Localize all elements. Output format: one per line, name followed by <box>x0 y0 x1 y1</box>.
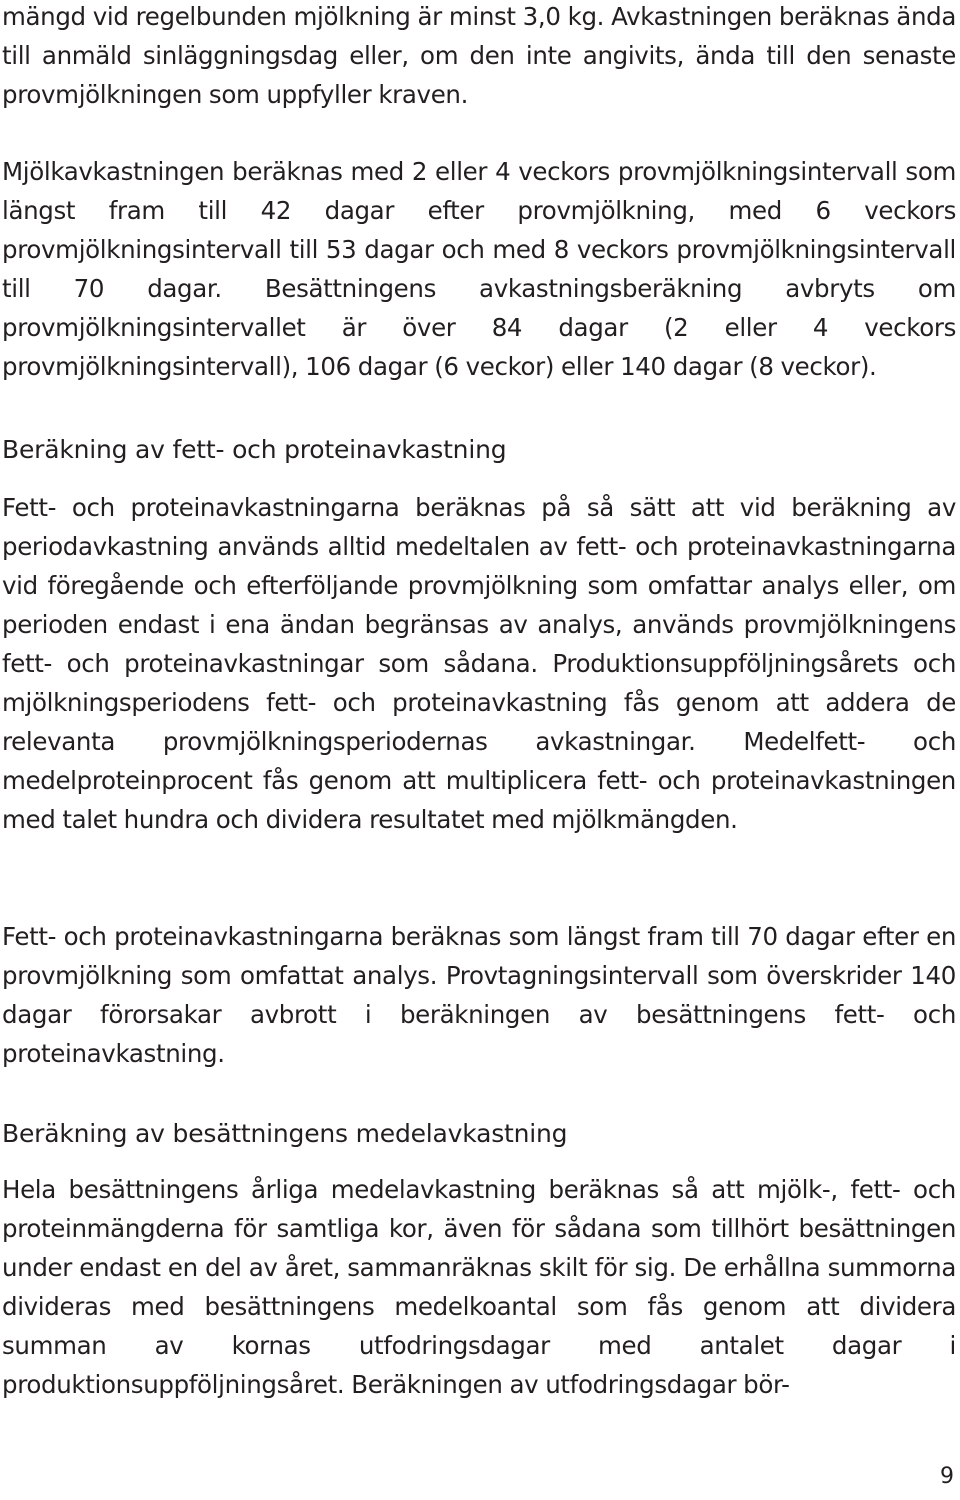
paragraph-milk-amount-continued: mängd vid regelbunden mjölkning är minst 3,0 kg. Avkastningen beräknas ända till anmäld sinläggningsdag eller, om den inte angivits, ända till den senaste provmjölkningen som uppfyller kraven. <box>2 2 956 109</box>
paragraph-fat-protein-method: Fett- och proteinavkastningarna beräknas på så sätt att vid beräkning av periodavkastning används alltid medeltalen av fett- och proteinavkastningarna vid föregående och efterföljande provmjölkning som omfattar analys eller, om perioden endast i ena ändan begränsas av analys, används provmjölkningens fett- och proteinavkastningar som sådana. Produktionsuppföljningsårets och mjölkningsperiodens fett- och proteinavkastning fås genom att addera de relevanta provmjölkningsperiodernas avkastningar. Medelfett- och medelproteinprocent fås genom att multiplicera fett- och proteinavkastningen med talet hundra och dividera resultatet med mjölkmängden. <box>2 493 956 834</box>
heading-fat-protein-calculation: Beräkning av fett- och proteinavkastning <box>2 435 507 464</box>
page-number: 9 <box>940 1464 954 1489</box>
paragraph-fat-protein-limits: Fett- och proteinavkastningarna beräknas som längst fram till 70 dagar efter en provmjölkning som omfattat analys. Provtagningsintervall som överskrider 140 dagar förorsakar avbrott i beräkningen av besättningens fett- och proteinavkastning. <box>2 922 956 1068</box>
paragraph-herd-average-method: Hela besättningens årliga medelavkastning beräknas så att mjölk-, fett- och proteinmängderna för samtliga kor, även för sådana som tillhört besättningen under endast en del av året, sammanräknas skilt för sig. De erhållna summorna divideras med besättningens medelkoantal som fås genom att dividera summan av kornas utfodringsdagar med antalet dagar i produktionsuppföljningsåret. Beräkningen av utfodringsdagar bör- <box>2 1175 956 1399</box>
heading-herd-average-yield: Beräkning av besättningens medelavkastning <box>2 1119 568 1148</box>
paragraph-milk-yield-intervals: Mjölkavkastningen beräknas med 2 eller 4 veckors provmjölkningsintervall som längst fram till 42 dagar efter provmjölkning, med 6 veckors provmjölkningsintervall till 53 dagar och med 8 veckors provmjölkningsintervall till 70 dagar. Besättningens avkastningsberäkning avbryts om provmjölkningsintervallet är över 84 dagar (2 eller 4 veckors provmjölkningsintervall), 106 dagar (6 veckor) eller 140 dagar (8 veckor). <box>2 157 956 381</box>
